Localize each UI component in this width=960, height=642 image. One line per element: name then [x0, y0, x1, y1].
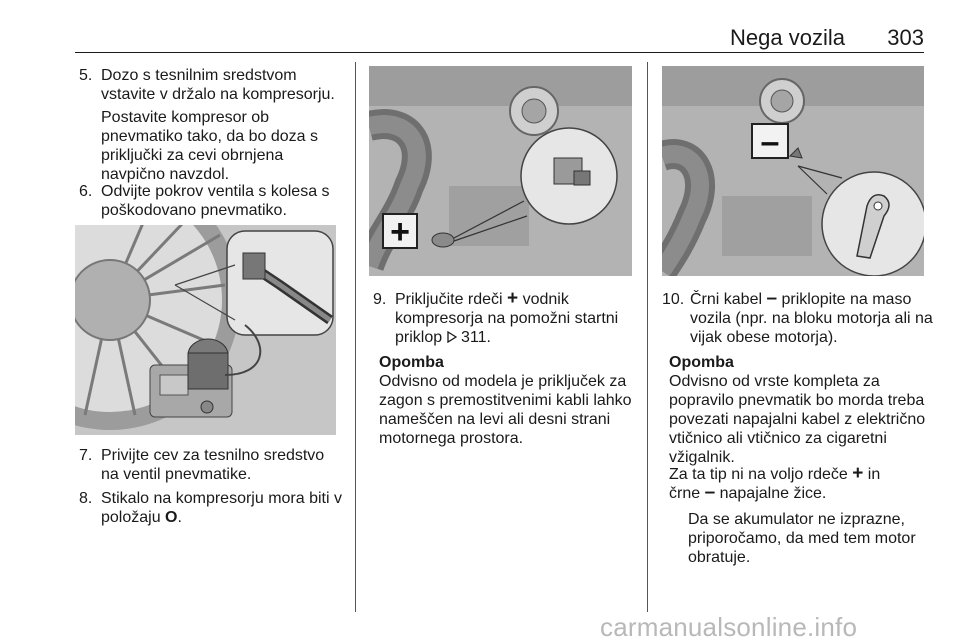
step-6-line-1: Odvijte pokrov ventila s kolesa s — [101, 183, 330, 200]
note-paragraph-3 — [688, 510, 932, 567]
page-header — [0, 0, 960, 52]
step-6-line-2: poškodovano pnevmatiko. — [101, 202, 287, 219]
step-5-line-2: vstavite v držalo na kompresorju. — [101, 86, 335, 103]
step-5-continuation — [101, 108, 318, 184]
step-10-line-1: Črni kabel – priklopite na maso — [690, 288, 912, 309]
note-title: Opomba — [379, 354, 444, 371]
step-9-line-1: Priključite rdeči + vodnik — [395, 288, 569, 309]
note-line-5: vžigalnik. — [669, 449, 735, 466]
figure-compressor-on-tyre — [75, 225, 336, 435]
note-line-1: Odvisno od vrste kompleta za — [669, 373, 880, 390]
figure-negative-ground — [662, 66, 924, 276]
step-6-number: 6. — [79, 183, 93, 200]
page-number: 303 — [887, 25, 924, 50]
plus-symbol: + — [507, 288, 519, 309]
step-7-line-1: Privijte cev za tesnilno sredstvo — [101, 447, 325, 464]
note-p2-line-1: Za ta tip ni na voljo rdeče + in — [669, 463, 881, 484]
minus-symbol: – — [704, 482, 716, 503]
plus-symbol: + — [852, 463, 864, 484]
page-reference: 311. — [461, 329, 491, 346]
note-p2-line-2: črne – napajalne žice. — [669, 482, 827, 503]
note-p3-line-3: obratuje. — [688, 549, 751, 566]
step-7-line-2: na ventil pnevmatike. — [101, 466, 252, 483]
note-line-4: vtičnico ali vtičnico za cigaretni — [669, 430, 887, 447]
switch-position-o: O — [165, 509, 178, 526]
note-p3-line-2: priporočamo, da med tem motor — [688, 530, 916, 547]
step-5b-line-4: navpično navzdol. — [101, 166, 230, 183]
note-block-1 — [379, 353, 641, 448]
step-8-line-2: položaju O. — [101, 509, 182, 526]
note-p3-line-1: Da se akumulator ne izprazne, — [688, 511, 905, 528]
step-7-number: 7. — [79, 447, 93, 464]
header-rule — [75, 52, 924, 53]
step-10-number: 10. — [662, 291, 685, 308]
figure-positive-terminal — [369, 66, 632, 276]
note-line-3: povezati napajalni kabel z električno — [669, 411, 926, 428]
step-8-line-1: Stikalo na kompresorju mora biti v — [101, 490, 342, 507]
note-block-2 — [669, 353, 932, 467]
plus-label: + — [390, 213, 410, 251]
step-5b-line-3: priključki za cevi obrnjena — [101, 147, 284, 164]
step-8-number: 8. — [79, 490, 93, 507]
step-5b-line-1: Postavite kompresor ob — [101, 109, 270, 126]
column-divider-2 — [647, 62, 648, 612]
minus-symbol: – — [766, 288, 778, 309]
note-line-2: zagon s premostitvenimi kabli lahko — [379, 392, 632, 409]
minus-label: – — [760, 123, 780, 161]
step-10-line-2: vozila (npr. na bloku motorja ali na — [690, 310, 933, 327]
note-line-4: motornega prostora. — [379, 430, 524, 447]
step-5-line-1: Dozo s tesnilnim sredstvom — [101, 67, 297, 84]
step-5-number: 5. — [79, 67, 93, 84]
note-line-3: nameščen na levi ali desni strani — [379, 411, 611, 428]
note-line-2: popravilo pnevmatik bo morda treba — [669, 392, 925, 409]
note-paragraph-2 — [669, 465, 932, 503]
step-10-line-3: vijak obese motorja). — [690, 329, 838, 346]
step-9-line-3: priklop 311. — [395, 329, 491, 346]
step-5b-line-2: pnevmatiko tako, da bo doza s — [101, 128, 319, 145]
step-9-number: 9. — [373, 291, 387, 308]
column-divider-1 — [355, 62, 356, 612]
step-9-line-2: kompresorja na pomožni startni — [395, 310, 619, 327]
watermark: carmanualsonline.info — [600, 612, 858, 642]
section-title: Nega vozila — [730, 25, 845, 50]
reference-triangle-icon — [447, 329, 457, 346]
note-line-1: Odvisno od modela je priključek za — [379, 373, 627, 390]
note-title: Opomba — [669, 354, 734, 371]
